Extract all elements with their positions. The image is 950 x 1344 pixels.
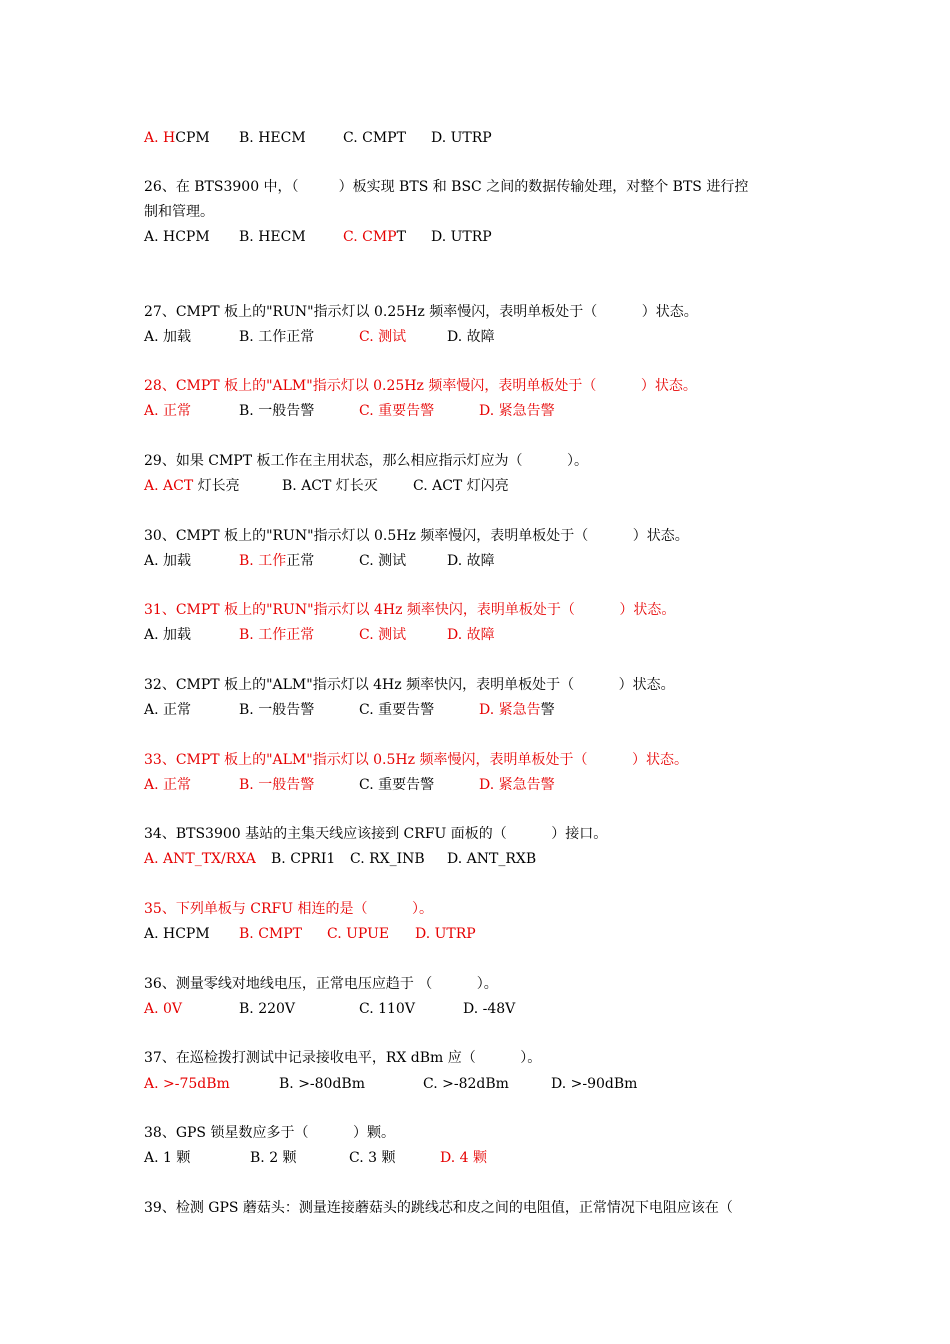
answer-option bbox=[250, 1149, 297, 1167]
answer-option bbox=[479, 701, 555, 719]
text-run: CPM bbox=[175, 130, 210, 146]
text-run: D. 故障 bbox=[447, 553, 495, 569]
text-run: D. 故障 bbox=[447, 329, 495, 345]
answer-option bbox=[144, 626, 191, 644]
answer-option bbox=[440, 1149, 487, 1167]
text-run: 正常 bbox=[286, 553, 315, 569]
text-run: T bbox=[396, 229, 406, 245]
answer-option bbox=[359, 552, 406, 570]
answer-option bbox=[144, 1149, 190, 1167]
text-run: A. HCPM bbox=[144, 229, 210, 245]
text-run: B. >-80dBm bbox=[279, 1076, 365, 1092]
text-run: B. 工作正常 bbox=[239, 627, 315, 643]
question-26-text bbox=[144, 203, 214, 221]
answer-option bbox=[239, 776, 314, 794]
answer-option bbox=[239, 626, 314, 644]
answer-option bbox=[144, 129, 210, 147]
text-run: 30、CMPT 板上的"RUN"指示灯以 0.5Hz 频率慢闪，表明单板处于（ ）状态。 bbox=[144, 528, 689, 544]
question-34-text bbox=[144, 825, 607, 843]
text-run: A. 正常 bbox=[144, 702, 192, 718]
text-run: A. 加载 bbox=[144, 329, 192, 345]
text-run: 32、CMPT 板上的"ALM"指示灯以 4Hz 频率快闪，表明单板处于（ ）状态。 bbox=[144, 677, 675, 693]
text-run: A. >-75dBm bbox=[144, 1076, 230, 1092]
answer-option bbox=[431, 228, 492, 246]
answer-option bbox=[359, 328, 406, 346]
text-run: C. UPUE bbox=[327, 926, 390, 942]
text-run: C. 110V bbox=[359, 1001, 415, 1017]
answer-option bbox=[144, 1000, 182, 1018]
question-26-text bbox=[144, 178, 748, 196]
answer-option bbox=[239, 402, 314, 420]
answer-option bbox=[551, 1075, 637, 1093]
question-35-text bbox=[144, 900, 433, 918]
answer-option bbox=[239, 701, 314, 719]
answer-option bbox=[359, 701, 434, 719]
text-run: A. H bbox=[144, 130, 176, 146]
text-run: 38、GPS 锁星数应多于（ ）颗。 bbox=[144, 1125, 395, 1141]
text-run: 35、下列单板与 CRFU 相连的是（ ）。 bbox=[144, 901, 433, 917]
answer-option bbox=[349, 1149, 395, 1167]
text-run: C. CMPT bbox=[343, 130, 406, 146]
text-run: B. CMPT bbox=[239, 926, 302, 942]
text-run: B. 一般告警 bbox=[239, 702, 315, 718]
answer-option bbox=[144, 477, 240, 495]
answer-option bbox=[479, 402, 555, 420]
text-run: D. 故障 bbox=[447, 627, 495, 643]
answer-option bbox=[447, 850, 536, 868]
text-run: C. ACT 灯闪亮 bbox=[413, 478, 509, 494]
text-run: B. CPRI1 bbox=[271, 851, 336, 867]
text-run: C. 测试 bbox=[359, 553, 407, 569]
text-run: B. 工作 bbox=[239, 553, 287, 569]
answer-option bbox=[327, 925, 389, 943]
text-run: 31、CMPT 板上的"RUN"指示灯以 4Hz 频率快闪，表明单板处于（ ）状态。 bbox=[144, 602, 676, 618]
answer-option bbox=[282, 477, 378, 495]
text-run: A. 正常 bbox=[144, 777, 192, 793]
text-run: 39、检测 GPS 蘑菇头：测量连接蘑菇头的跳线芯和皮之间的电阻值，正常情况下电阻应该在（ bbox=[144, 1200, 733, 1216]
answer-option bbox=[447, 626, 495, 644]
answer-option bbox=[413, 477, 509, 495]
text-run: D. UTRP bbox=[431, 130, 492, 146]
text-run: D. 紧急告警 bbox=[479, 403, 555, 419]
answer-option bbox=[359, 626, 406, 644]
text-run: D. 紧急告 bbox=[479, 702, 541, 718]
text-run: D. 紧急告警 bbox=[479, 777, 555, 793]
text-run: 27、CMPT 板上的"RUN"指示灯以 0.25Hz 频率慢闪，表明单板处于（ ）状态。 bbox=[144, 304, 698, 320]
answer-option bbox=[343, 228, 406, 246]
text-run: D. 4 颗 bbox=[440, 1150, 487, 1166]
text-run: B. 220V bbox=[239, 1001, 296, 1017]
text-run: 26、在 BTS3900 中，（ ）板实现 BTS 和 BSC 之间的数据传输处理，对整个 BTS 进行控 bbox=[144, 179, 749, 195]
text-run: D. UTRP bbox=[415, 926, 476, 942]
text-run: A. ACT bbox=[144, 478, 194, 494]
answer-option bbox=[431, 129, 492, 147]
text-run: B. HECM bbox=[239, 229, 306, 245]
answer-option bbox=[239, 925, 302, 943]
answer-option bbox=[144, 701, 191, 719]
answer-option bbox=[359, 402, 434, 420]
text-run: C. 测试 bbox=[359, 627, 407, 643]
text-run: B. HECM bbox=[239, 130, 306, 146]
answer-option bbox=[144, 402, 191, 420]
text-run: C. 重要告警 bbox=[359, 702, 435, 718]
question-37-text bbox=[144, 1049, 541, 1067]
answer-option bbox=[271, 850, 335, 868]
text-run: C. CMP bbox=[343, 229, 397, 245]
text-run: B. 2 颗 bbox=[250, 1150, 297, 1166]
text-run: A. HCPM bbox=[144, 926, 210, 942]
text-run: C. 测试 bbox=[359, 329, 407, 345]
text-run: 36、测量零线对地线电压，正常电压应趋于 （ ）。 bbox=[144, 976, 498, 992]
text-run: A. 0V bbox=[144, 1001, 183, 1017]
text-run: A. ANT_TX/RXA bbox=[144, 851, 256, 867]
answer-option bbox=[239, 552, 314, 570]
answer-option bbox=[239, 328, 314, 346]
question-36-text bbox=[144, 975, 498, 993]
answer-option bbox=[144, 552, 191, 570]
text-run: D. -48V bbox=[463, 1001, 516, 1017]
answer-option bbox=[279, 1075, 365, 1093]
text-run: B. ACT 灯长灭 bbox=[282, 478, 378, 494]
answer-option bbox=[144, 328, 191, 346]
text-run: A. 正常 bbox=[144, 403, 192, 419]
text-run: C. RX_INB bbox=[350, 851, 425, 867]
question-27-text bbox=[144, 303, 698, 321]
answer-option bbox=[359, 1000, 415, 1018]
answer-option bbox=[144, 228, 210, 246]
text-run: D. >-90dBm bbox=[551, 1076, 638, 1092]
answer-option bbox=[144, 1075, 230, 1093]
answer-option bbox=[239, 1000, 295, 1018]
text-run: 制和管理。 bbox=[144, 204, 214, 220]
answer-option bbox=[359, 776, 434, 794]
answer-option bbox=[239, 129, 306, 147]
answer-option bbox=[239, 228, 306, 246]
text-run: B. 一般告警 bbox=[239, 403, 315, 419]
text-run: C. 重要告警 bbox=[359, 777, 435, 793]
text-run: 警 bbox=[540, 702, 555, 718]
question-38-text bbox=[144, 1124, 395, 1142]
text-run: 灯长亮 bbox=[193, 478, 240, 494]
answer-option bbox=[423, 1075, 509, 1093]
text-run: 37、在巡检拨打测试中记录接收电平，RX dBm 应（ ）。 bbox=[144, 1050, 542, 1066]
text-run: D. UTRP bbox=[431, 229, 492, 245]
answer-option bbox=[144, 776, 191, 794]
text-run: B. 一般告警 bbox=[239, 777, 315, 793]
text-run: C. 3 颗 bbox=[349, 1150, 396, 1166]
text-run: 33、CMPT 板上的"ALM"指示灯以 0.5Hz 频率慢闪，表明单板处于（ ）状态。 bbox=[144, 752, 688, 768]
answer-option bbox=[144, 850, 256, 868]
question-39-text bbox=[144, 1199, 733, 1217]
text-run: B. 工作正常 bbox=[239, 329, 315, 345]
question-30-text bbox=[144, 527, 689, 545]
question-31-text bbox=[144, 601, 675, 619]
text-run: A. 加载 bbox=[144, 553, 192, 569]
text-run: A. 1 颗 bbox=[144, 1150, 191, 1166]
text-run: C. >-82dBm bbox=[423, 1076, 509, 1092]
answer-option bbox=[463, 1000, 515, 1018]
text-run: D. ANT_RXB bbox=[447, 851, 537, 867]
answer-option bbox=[447, 552, 495, 570]
answer-option bbox=[415, 925, 476, 943]
answer-option bbox=[350, 850, 425, 868]
text-run: 29、如果 CMPT 板工作在主用状态，那么相应指示灯应为（ ）。 bbox=[144, 453, 589, 469]
text-run: 28、CMPT 板上的"ALM"指示灯以 0.25Hz 频率慢闪，表明单板处于（ ）状态。 bbox=[144, 378, 697, 394]
question-29-text bbox=[144, 452, 588, 470]
text-run: 34、BTS3900 基站的主集天线应该接到 CRFU 面板的（ ）接口。 bbox=[144, 826, 608, 842]
question-28-text bbox=[144, 377, 697, 395]
answer-option bbox=[144, 925, 210, 943]
answer-option bbox=[447, 328, 495, 346]
text-run: A. 加载 bbox=[144, 627, 192, 643]
question-33-text bbox=[144, 751, 688, 769]
text-run: C. 重要告警 bbox=[359, 403, 435, 419]
answer-option bbox=[343, 129, 406, 147]
answer-option bbox=[479, 776, 555, 794]
question-32-text bbox=[144, 676, 675, 694]
